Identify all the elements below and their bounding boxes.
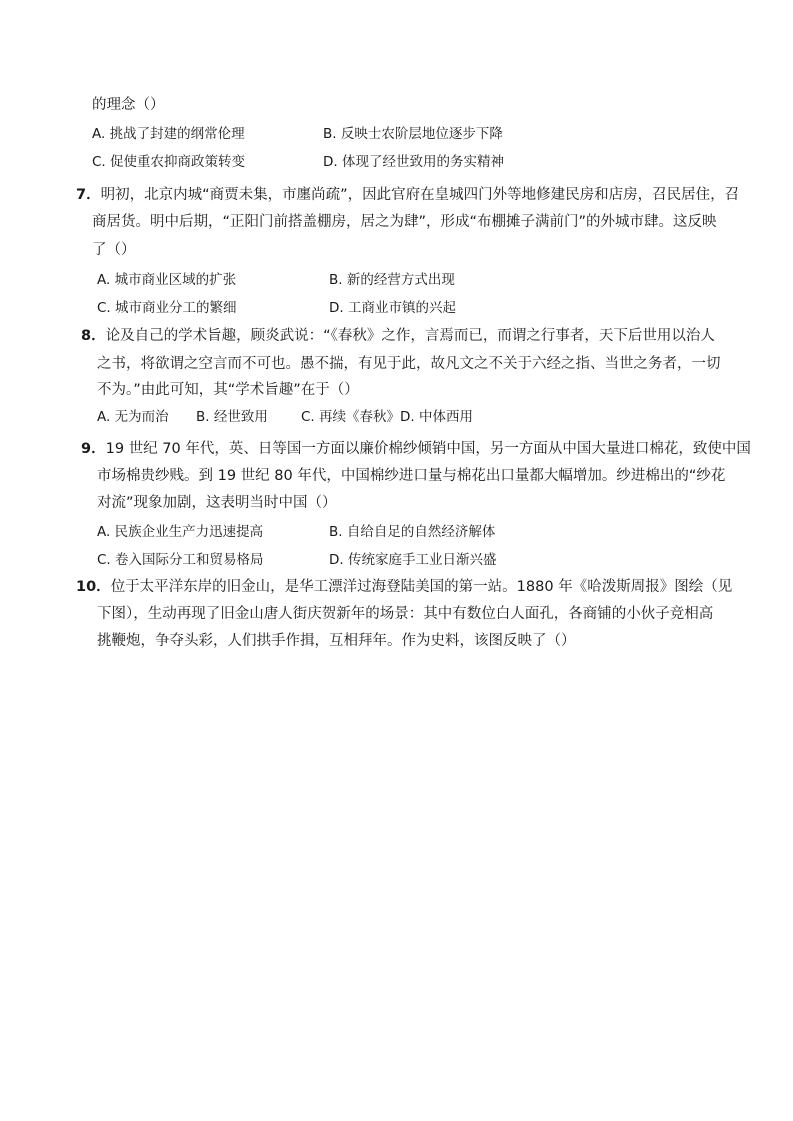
- q9-option-b: B. 自给自足的自然经济解体: [329, 524, 496, 540]
- q8-option-b: B. 经世致用: [196, 409, 268, 425]
- q9-option-d: D. 传统家庭手工业日渐兴盛: [329, 552, 497, 568]
- q6-option-b: B. 反映士农阶层地位逐步下降: [323, 126, 503, 142]
- q6-option-c: C. 促使重农抑商政策转变: [92, 154, 246, 170]
- q9-line1: [81, 439, 751, 459]
- q9-option-a: A. 民族企业生产力迅速提高: [97, 524, 264, 540]
- q7-number: 7．: [76, 187, 101, 203]
- q7-option-a: A. 城市商业区域的扩张: [97, 272, 237, 288]
- q7-line3: 了（）: [92, 242, 136, 258]
- q10-number: 10．: [76, 579, 111, 595]
- q7-line1: [76, 185, 739, 205]
- q9-option-c: C. 卷入国际分工和贸易格局: [97, 552, 264, 568]
- q8-number: 8．: [81, 328, 106, 344]
- q10-line2: 下图），生动再现了旧金山唐人街庆贺新年的场景：其中有数位白人面孔，各商铺的小伙子竞相高: [97, 606, 714, 622]
- q8-option-c: C. 再续《春秋》: [301, 409, 401, 425]
- q6-option-d: D. 体现了经世致用的务实精神: [323, 154, 504, 170]
- q6-tail: 的理念（）: [92, 97, 165, 113]
- q9-text-1: 19 世纪 70 年代，英、日等国一方面以廉价棉纱倾销中国，另一方面从中国大量进口棉花，致使中国: [105, 441, 751, 457]
- q8-line1: [81, 326, 715, 346]
- q7-text-1: 明初，北京内城“商贾未集，市廛尚疏”，因此官府在皇城四门外等地修建民房和店房，召民居住，召: [100, 187, 740, 203]
- q7-option-c: C. 城市商业分工的繁细: [97, 300, 237, 316]
- q10-line1: [76, 577, 732, 597]
- q10-line3: 挑鞭炮，争夺头彩，人们拱手作揖，互相拜年。作为史料，该图反映了（）: [97, 633, 576, 649]
- q8-option-a: A. 无为而治: [97, 409, 169, 425]
- q9-line3: 对流”现象加剧，这表明当时中国（）: [97, 495, 337, 511]
- q10-text-1: 位于太平洋东岸的旧金山，是华工漂洋过海登陆美国的第一站。1880 年《哈泼斯周报》图绘（见: [110, 579, 733, 595]
- q7-option-b: B. 新的经营方式出现: [329, 272, 455, 288]
- q7-line2: 商居货。明中后期，“正阳门前搭盖棚房，居之为肆”，形成“布棚摊子满前门”的外城市肆。这反映: [92, 214, 717, 230]
- q8-line3: 不为。”由此可知，其“学术旨趣”在于（）: [97, 382, 359, 398]
- q9-line2: 市场棉贵纱贱。到 19 世纪 80 年代，中国棉纱进口量与棉花出口量都大幅增加。纱进棉出的“纱花: [97, 468, 726, 484]
- q8-text-1: 论及自己的学术旨趣，顾炎武说：“《春秋》之作，言焉而已，而谓之行事者，天下后世用以治人: [105, 328, 715, 344]
- q7-option-d: D. 工商业市镇的兴起: [329, 300, 456, 316]
- q6-option-a: A. 挑战了封建的纲常伦理: [92, 126, 245, 142]
- q8-line2: 之书，将欲谓之空言而不可也。愚不揣，有见于此，故凡文之不关于六经之指、当世之务者，一切: [97, 356, 721, 372]
- q9-number: 9．: [81, 441, 106, 457]
- q8-option-d: D. 中体西用: [400, 409, 473, 425]
